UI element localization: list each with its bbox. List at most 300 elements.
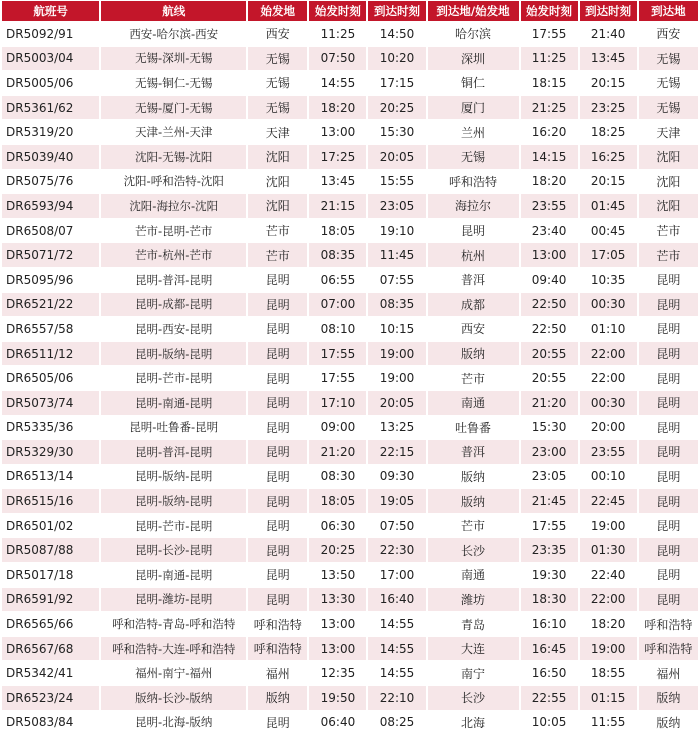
cell-origin: 昆明 <box>248 465 307 489</box>
cell-destination: 版纳 <box>639 711 698 735</box>
cell-route: 芒市-昆明-芒市 <box>101 219 246 243</box>
cell-arrive-time: 20:25 <box>368 96 425 120</box>
cell-destination: 昆明 <box>639 317 698 341</box>
cell-midpoint: 普洱 <box>428 268 519 292</box>
cell-flight-no: DR5005/06 <box>2 71 99 95</box>
header-route: 航线 <box>101 1 246 21</box>
cell-midpoint: 大连 <box>428 637 519 661</box>
cell-origin: 沈阳 <box>248 145 307 169</box>
cell-depart-time: 06:40 <box>309 711 366 735</box>
cell-destination: 昆明 <box>639 440 698 464</box>
table-row <box>2 71 698 95</box>
cell-arrive-time: 08:35 <box>368 293 425 317</box>
cell-midpoint: 深圳 <box>428 47 519 71</box>
cell-depart-time: 13:50 <box>309 563 366 587</box>
cell-flight-no: DR5003/04 <box>2 47 99 71</box>
table-row <box>2 366 698 390</box>
cell-return-depart-time: 10:05 <box>521 711 578 735</box>
cell-origin: 无锡 <box>248 47 307 71</box>
header-return-arrive-time: 到达时刻 <box>580 1 637 21</box>
header-origin: 始发地 <box>248 1 307 21</box>
cell-arrive-time: 19:00 <box>368 342 425 366</box>
table-row <box>2 96 698 120</box>
cell-destination: 无锡 <box>639 96 698 120</box>
cell-depart-time: 13:00 <box>309 612 366 636</box>
cell-destination: 昆明 <box>639 366 698 390</box>
cell-destination: 昆明 <box>639 465 698 489</box>
cell-return-arrive-time: 01:10 <box>580 317 637 341</box>
cell-arrive-time: 07:55 <box>368 268 425 292</box>
cell-origin: 昆明 <box>248 293 307 317</box>
cell-arrive-time: 14:55 <box>368 661 425 685</box>
cell-destination: 无锡 <box>639 71 698 95</box>
cell-return-depart-time: 15:30 <box>521 416 578 440</box>
table-row <box>2 440 698 464</box>
cell-origin: 呼和浩特 <box>248 637 307 661</box>
cell-flight-no: DR6593/94 <box>2 194 99 218</box>
cell-return-arrive-time: 00:45 <box>580 219 637 243</box>
cell-return-arrive-time: 01:15 <box>580 686 637 710</box>
cell-return-depart-time: 18:30 <box>521 588 578 612</box>
cell-return-depart-time: 23:55 <box>521 194 578 218</box>
cell-origin: 昆明 <box>248 342 307 366</box>
cell-route: 昆明-普洱-昆明 <box>101 440 246 464</box>
cell-route: 呼和浩特-青岛-呼和浩特 <box>101 612 246 636</box>
cell-return-arrive-time: 20:15 <box>580 71 637 95</box>
cell-depart-time: 06:30 <box>309 514 366 538</box>
cell-arrive-time: 10:20 <box>368 47 425 71</box>
cell-return-depart-time: 14:15 <box>521 145 578 169</box>
cell-return-depart-time: 09:40 <box>521 268 578 292</box>
cell-return-depart-time: 21:25 <box>521 96 578 120</box>
cell-destination: 昆明 <box>639 538 698 562</box>
cell-origin: 无锡 <box>248 71 307 95</box>
header-flight-no: 航班号 <box>2 1 99 21</box>
cell-return-arrive-time: 00:30 <box>580 391 637 415</box>
table-row <box>2 588 698 612</box>
cell-flight-no: DR6557/58 <box>2 317 99 341</box>
cell-depart-time: 06:55 <box>309 268 366 292</box>
cell-return-arrive-time: 11:55 <box>580 711 637 735</box>
cell-return-depart-time: 21:20 <box>521 391 578 415</box>
cell-arrive-time: 13:25 <box>368 416 425 440</box>
cell-midpoint: 兰州 <box>428 120 519 144</box>
cell-return-depart-time: 20:55 <box>521 366 578 390</box>
cell-midpoint: 版纳 <box>428 342 519 366</box>
table-row <box>2 145 698 169</box>
cell-arrive-time: 22:15 <box>368 440 425 464</box>
cell-return-arrive-time: 00:10 <box>580 465 637 489</box>
cell-midpoint: 版纳 <box>428 465 519 489</box>
cell-return-arrive-time: 22:00 <box>580 342 637 366</box>
cell-return-depart-time: 22:50 <box>521 317 578 341</box>
cell-origin: 呼和浩特 <box>248 612 307 636</box>
cell-midpoint: 潍坊 <box>428 588 519 612</box>
cell-destination: 昆明 <box>639 514 698 538</box>
cell-flight-no: DR5039/40 <box>2 145 99 169</box>
cell-origin: 昆明 <box>248 588 307 612</box>
cell-origin: 昆明 <box>248 391 307 415</box>
cell-origin: 芒市 <box>248 219 307 243</box>
cell-arrive-time: 15:55 <box>368 170 425 194</box>
cell-route: 昆明-版纳-昆明 <box>101 465 246 489</box>
cell-return-arrive-time: 19:00 <box>580 514 637 538</box>
cell-return-arrive-time: 22:00 <box>580 366 637 390</box>
cell-flight-no: DR5342/41 <box>2 661 99 685</box>
cell-return-depart-time: 17:55 <box>521 514 578 538</box>
cell-midpoint: 芒市 <box>428 366 519 390</box>
cell-destination: 昆明 <box>639 588 698 612</box>
table-body <box>2 22 698 734</box>
cell-depart-time: 08:35 <box>309 243 366 267</box>
cell-midpoint: 芒市 <box>428 514 519 538</box>
cell-route: 昆明-北海-版纳 <box>101 711 246 735</box>
cell-destination: 昆明 <box>639 342 698 366</box>
cell-depart-time: 13:30 <box>309 588 366 612</box>
cell-return-arrive-time: 18:55 <box>580 661 637 685</box>
cell-flight-no: DR6523/24 <box>2 686 99 710</box>
cell-return-arrive-time: 18:20 <box>580 612 637 636</box>
cell-return-depart-time: 18:15 <box>521 71 578 95</box>
cell-arrive-time: 22:10 <box>368 686 425 710</box>
cell-arrive-time: 23:05 <box>368 194 425 218</box>
cell-return-depart-time: 19:30 <box>521 563 578 587</box>
table-row <box>2 489 698 513</box>
header-return-depart-time: 始发时刻 <box>521 1 578 21</box>
cell-destination: 沈阳 <box>639 170 698 194</box>
cell-route: 昆明-长沙-昆明 <box>101 538 246 562</box>
cell-route: 芒市-杭州-芒市 <box>101 243 246 267</box>
cell-origin: 芒市 <box>248 243 307 267</box>
cell-destination: 沈阳 <box>639 194 698 218</box>
cell-destination: 沈阳 <box>639 145 698 169</box>
cell-origin: 沈阳 <box>248 194 307 218</box>
cell-return-depart-time: 16:10 <box>521 612 578 636</box>
cell-origin: 西安 <box>248 22 307 46</box>
cell-arrive-time: 15:30 <box>368 120 425 144</box>
cell-route: 无锡-铜仁-无锡 <box>101 71 246 95</box>
cell-origin: 昆明 <box>248 489 307 513</box>
cell-return-arrive-time: 16:25 <box>580 145 637 169</box>
cell-flight-no: DR5071/72 <box>2 243 99 267</box>
cell-arrive-time: 14:55 <box>368 637 425 661</box>
cell-route: 昆明-南通-昆明 <box>101 563 246 587</box>
cell-destination: 芒市 <box>639 243 698 267</box>
cell-return-arrive-time: 10:35 <box>580 268 637 292</box>
cell-midpoint: 无锡 <box>428 145 519 169</box>
cell-midpoint: 铜仁 <box>428 71 519 95</box>
cell-arrive-time: 20:05 <box>368 391 425 415</box>
cell-return-arrive-time: 20:15 <box>580 170 637 194</box>
cell-depart-time: 14:55 <box>309 71 366 95</box>
cell-flight-no: DR5083/84 <box>2 711 99 735</box>
cell-route: 昆明-南通-昆明 <box>101 391 246 415</box>
cell-return-depart-time: 16:50 <box>521 661 578 685</box>
table-row <box>2 637 698 661</box>
cell-midpoint: 厦门 <box>428 96 519 120</box>
cell-arrive-time: 14:55 <box>368 612 425 636</box>
cell-flight-no: DR6511/12 <box>2 342 99 366</box>
cell-destination: 昆明 <box>639 563 698 587</box>
cell-flight-no: DR5017/18 <box>2 563 99 587</box>
cell-return-depart-time: 13:00 <box>521 243 578 267</box>
cell-route: 昆明-版纳-昆明 <box>101 342 246 366</box>
cell-arrive-time: 20:05 <box>368 145 425 169</box>
cell-midpoint: 成都 <box>428 293 519 317</box>
cell-route: 昆明-芒市-昆明 <box>101 514 246 538</box>
cell-depart-time: 21:20 <box>309 440 366 464</box>
cell-origin: 版纳 <box>248 686 307 710</box>
cell-flight-no: DR5075/76 <box>2 170 99 194</box>
header-midpoint: 到达地/始发地 <box>428 1 519 21</box>
cell-route: 昆明-版纳-昆明 <box>101 489 246 513</box>
cell-destination: 版纳 <box>639 686 698 710</box>
table-row <box>2 711 698 735</box>
cell-destination: 西安 <box>639 22 698 46</box>
cell-origin: 无锡 <box>248 96 307 120</box>
cell-return-depart-time: 11:25 <box>521 47 578 71</box>
cell-route: 昆明-西安-昆明 <box>101 317 246 341</box>
cell-destination: 呼和浩特 <box>639 612 698 636</box>
cell-arrive-time: 22:30 <box>368 538 425 562</box>
cell-return-depart-time: 23:05 <box>521 465 578 489</box>
cell-flight-no: DR6508/07 <box>2 219 99 243</box>
cell-destination: 无锡 <box>639 47 698 71</box>
cell-route: 沈阳-海拉尔-沈阳 <box>101 194 246 218</box>
cell-destination: 芒市 <box>639 219 698 243</box>
table-row <box>2 391 698 415</box>
cell-origin: 昆明 <box>248 538 307 562</box>
cell-depart-time: 13:00 <box>309 637 366 661</box>
table-row <box>2 243 698 267</box>
cell-midpoint: 吐鲁番 <box>428 416 519 440</box>
cell-return-arrive-time: 17:05 <box>580 243 637 267</box>
cell-depart-time: 07:50 <box>309 47 366 71</box>
cell-midpoint: 西安 <box>428 317 519 341</box>
cell-arrive-time: 09:30 <box>368 465 425 489</box>
cell-flight-no: DR5095/96 <box>2 268 99 292</box>
cell-depart-time: 13:00 <box>309 120 366 144</box>
cell-depart-time: 17:25 <box>309 145 366 169</box>
cell-flight-no: DR6521/22 <box>2 293 99 317</box>
cell-flight-no: DR6505/06 <box>2 366 99 390</box>
cell-midpoint: 长沙 <box>428 686 519 710</box>
cell-return-arrive-time: 21:40 <box>580 22 637 46</box>
cell-midpoint: 版纳 <box>428 489 519 513</box>
cell-midpoint: 昆明 <box>428 219 519 243</box>
cell-route: 天津-兰州-天津 <box>101 120 246 144</box>
cell-depart-time: 21:15 <box>309 194 366 218</box>
cell-return-arrive-time: 23:55 <box>580 440 637 464</box>
table-row <box>2 317 698 341</box>
cell-route: 昆明-普洱-昆明 <box>101 268 246 292</box>
cell-flight-no: DR6501/02 <box>2 514 99 538</box>
table-row <box>2 416 698 440</box>
cell-origin: 昆明 <box>248 366 307 390</box>
cell-depart-time: 08:10 <box>309 317 366 341</box>
cell-return-depart-time: 16:45 <box>521 637 578 661</box>
header-destination: 到达地 <box>639 1 698 21</box>
cell-destination: 昆明 <box>639 293 698 317</box>
cell-depart-time: 11:25 <box>309 22 366 46</box>
cell-flight-no: DR6515/16 <box>2 489 99 513</box>
cell-depart-time: 08:30 <box>309 465 366 489</box>
cell-route: 沈阳-呼和浩特-沈阳 <box>101 170 246 194</box>
cell-route: 福州-南宁-福州 <box>101 661 246 685</box>
table-row <box>2 563 698 587</box>
cell-arrive-time: 19:10 <box>368 219 425 243</box>
cell-depart-time: 18:20 <box>309 96 366 120</box>
cell-return-arrive-time: 01:30 <box>580 538 637 562</box>
cell-destination: 昆明 <box>639 268 698 292</box>
cell-arrive-time: 11:45 <box>368 243 425 267</box>
cell-route: 无锡-厦门-无锡 <box>101 96 246 120</box>
cell-arrive-time: 17:15 <box>368 71 425 95</box>
cell-midpoint: 普洱 <box>428 440 519 464</box>
header-depart-time: 始发时刻 <box>309 1 366 21</box>
cell-depart-time: 17:55 <box>309 366 366 390</box>
cell-return-arrive-time: 22:45 <box>580 489 637 513</box>
cell-origin: 昆明 <box>248 416 307 440</box>
cell-depart-time: 17:10 <box>309 391 366 415</box>
cell-origin: 昆明 <box>248 563 307 587</box>
cell-midpoint: 杭州 <box>428 243 519 267</box>
cell-origin: 昆明 <box>248 317 307 341</box>
table-row <box>2 538 698 562</box>
cell-return-arrive-time: 22:40 <box>580 563 637 587</box>
cell-route: 沈阳-无锡-沈阳 <box>101 145 246 169</box>
cell-depart-time: 09:00 <box>309 416 366 440</box>
cell-midpoint: 青岛 <box>428 612 519 636</box>
cell-return-depart-time: 22:50 <box>521 293 578 317</box>
header-arrive-time: 到达时刻 <box>368 1 425 21</box>
cell-flight-no: DR5073/74 <box>2 391 99 415</box>
cell-return-depart-time: 22:55 <box>521 686 578 710</box>
table-row <box>2 219 698 243</box>
table-row <box>2 268 698 292</box>
cell-midpoint: 南通 <box>428 563 519 587</box>
table-row <box>2 686 698 710</box>
cell-flight-no: DR6591/92 <box>2 588 99 612</box>
cell-return-arrive-time: 13:45 <box>580 47 637 71</box>
cell-route: 昆明-成都-昆明 <box>101 293 246 317</box>
table-row <box>2 465 698 489</box>
cell-origin: 福州 <box>248 661 307 685</box>
cell-midpoint: 南通 <box>428 391 519 415</box>
cell-return-arrive-time: 19:00 <box>580 637 637 661</box>
cell-depart-time: 13:45 <box>309 170 366 194</box>
cell-flight-no: DR5319/20 <box>2 120 99 144</box>
cell-origin: 沈阳 <box>248 170 307 194</box>
cell-return-depart-time: 20:55 <box>521 342 578 366</box>
cell-arrive-time: 16:40 <box>368 588 425 612</box>
cell-return-depart-time: 16:20 <box>521 120 578 144</box>
cell-route: 昆明-芒市-昆明 <box>101 366 246 390</box>
cell-flight-no: DR5329/30 <box>2 440 99 464</box>
cell-destination: 福州 <box>639 661 698 685</box>
table-row <box>2 612 698 636</box>
cell-route: 西安-哈尔滨-西安 <box>101 22 246 46</box>
table-row <box>2 661 698 685</box>
cell-return-arrive-time: 01:45 <box>580 194 637 218</box>
cell-midpoint: 北海 <box>428 711 519 735</box>
cell-route: 呼和浩特-大连-呼和浩特 <box>101 637 246 661</box>
cell-return-arrive-time: 20:00 <box>580 416 637 440</box>
cell-arrive-time: 19:00 <box>368 366 425 390</box>
cell-depart-time: 20:25 <box>309 538 366 562</box>
cell-origin: 昆明 <box>248 514 307 538</box>
cell-return-arrive-time: 23:25 <box>580 96 637 120</box>
cell-depart-time: 07:00 <box>309 293 366 317</box>
cell-arrive-time: 17:00 <box>368 563 425 587</box>
cell-route: 昆明-潍坊-昆明 <box>101 588 246 612</box>
cell-return-arrive-time: 22:00 <box>580 588 637 612</box>
cell-midpoint: 哈尔滨 <box>428 22 519 46</box>
cell-flight-no: DR6513/14 <box>2 465 99 489</box>
cell-depart-time: 17:55 <box>309 342 366 366</box>
cell-origin: 昆明 <box>248 268 307 292</box>
cell-return-arrive-time: 00:30 <box>580 293 637 317</box>
table-row <box>2 22 698 46</box>
table-row <box>2 342 698 366</box>
cell-destination: 昆明 <box>639 416 698 440</box>
cell-arrive-time: 08:25 <box>368 711 425 735</box>
cell-flight-no: DR5092/91 <box>2 22 99 46</box>
cell-midpoint: 长沙 <box>428 538 519 562</box>
cell-depart-time: 18:05 <box>309 219 366 243</box>
cell-route: 版纳-长沙-版纳 <box>101 686 246 710</box>
cell-return-depart-time: 23:40 <box>521 219 578 243</box>
cell-return-depart-time: 17:55 <box>521 22 578 46</box>
cell-depart-time: 18:05 <box>309 489 366 513</box>
table-row <box>2 194 698 218</box>
cell-flight-no: DR6567/68 <box>2 637 99 661</box>
cell-origin: 天津 <box>248 120 307 144</box>
cell-destination: 呼和浩特 <box>639 637 698 661</box>
table-row <box>2 514 698 538</box>
cell-depart-time: 12:35 <box>309 661 366 685</box>
cell-flight-no: DR5335/36 <box>2 416 99 440</box>
cell-return-arrive-time: 18:25 <box>580 120 637 144</box>
cell-arrive-time: 19:05 <box>368 489 425 513</box>
cell-flight-no: DR5087/88 <box>2 538 99 562</box>
cell-destination: 昆明 <box>639 391 698 415</box>
cell-flight-no: DR6565/66 <box>2 612 99 636</box>
cell-destination: 天津 <box>639 120 698 144</box>
cell-return-depart-time: 21:45 <box>521 489 578 513</box>
table-row <box>2 47 698 71</box>
cell-midpoint: 海拉尔 <box>428 194 519 218</box>
cell-origin: 昆明 <box>248 440 307 464</box>
cell-midpoint: 南宁 <box>428 661 519 685</box>
cell-route: 昆明-吐鲁番-昆明 <box>101 416 246 440</box>
cell-route: 无锡-深圳-无锡 <box>101 47 246 71</box>
table-row <box>2 293 698 317</box>
cell-midpoint: 呼和浩特 <box>428 170 519 194</box>
table-row <box>2 170 698 194</box>
header-row <box>2 1 698 21</box>
table-row <box>2 120 698 144</box>
cell-return-depart-time: 18:20 <box>521 170 578 194</box>
cell-origin: 昆明 <box>248 711 307 735</box>
cell-depart-time: 19:50 <box>309 686 366 710</box>
cell-destination: 昆明 <box>639 489 698 513</box>
cell-arrive-time: 07:50 <box>368 514 425 538</box>
cell-arrive-time: 14:50 <box>368 22 425 46</box>
cell-return-depart-time: 23:35 <box>521 538 578 562</box>
cell-arrive-time: 10:15 <box>368 317 425 341</box>
cell-return-depart-time: 23:00 <box>521 440 578 464</box>
